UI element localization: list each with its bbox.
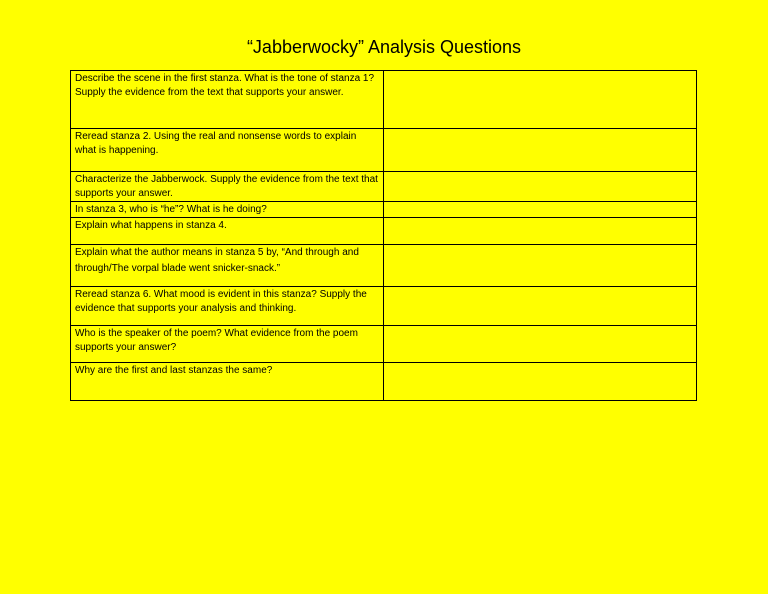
answer-cell [384, 71, 697, 129]
answer-cell [384, 172, 697, 202]
question-cell: Explain what the author means in stanza 5 by, “And through and through/The vorpal blade went snicker-snack.” [71, 245, 384, 287]
answer-cell [384, 202, 697, 218]
answer-cell [384, 326, 697, 363]
question-cell: Characterize the Jabberwock. Supply the evidence from the text that supports your answer. [71, 172, 384, 202]
table-row [71, 202, 697, 218]
question-cell: In stanza 3, who is “he”? What is he doing? [71, 202, 384, 218]
question-cell: Reread stanza 6. What mood is evident in this stanza? Supply the evidence that supports your analysis and thinking. [71, 287, 384, 326]
table-row [71, 172, 697, 202]
question-cell: Describe the scene in the first stanza. What is the tone of stanza 1? Supply the evidence from the text that supports your answer. [71, 71, 384, 129]
question-cell: Why are the first and last stanzas the same? [71, 363, 384, 401]
questions-table [70, 70, 697, 401]
table-row [71, 326, 697, 363]
table-row [71, 245, 697, 287]
table-row [71, 363, 697, 401]
document-title: “Jabberwocky” Analysis Questions [246, 37, 522, 57]
table-row [71, 287, 697, 326]
question-cell: Reread stanza 2. Using the real and nonsense words to explain what is happening. [71, 129, 384, 172]
question-cell: Explain what happens in stanza 4. [71, 218, 384, 245]
answer-cell [384, 129, 697, 172]
table-row [71, 129, 697, 172]
table-row [71, 71, 697, 129]
answer-cell [384, 245, 697, 287]
answer-cell [384, 287, 697, 326]
table-row [71, 218, 697, 245]
answer-cell [384, 218, 697, 245]
answer-cell [384, 363, 697, 401]
question-cell: Who is the speaker of the poem? What evidence from the poem supports your answer? [71, 326, 384, 363]
